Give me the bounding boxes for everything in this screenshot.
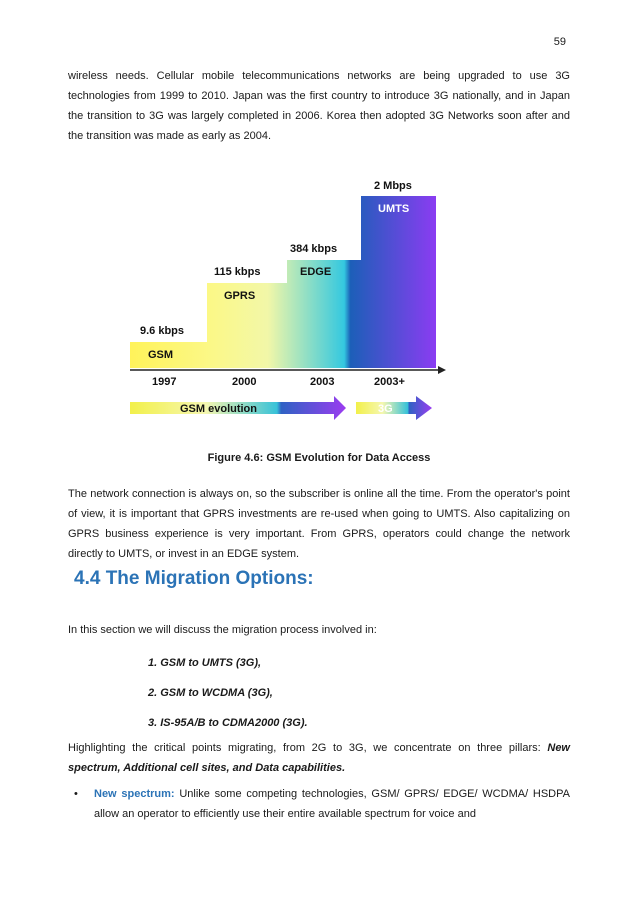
step-label-umts: UMTS xyxy=(378,203,410,215)
bullet-title: New spectrum: xyxy=(94,788,175,800)
pillars-emphasis: New spectrum, Additional cell sites, and Data capabilities xyxy=(68,742,570,774)
g3-arrow xyxy=(356,396,432,420)
bullet-new-spectrum xyxy=(74,784,570,824)
bullet-text: Unlike some competing technologies, GSM/ GPRS/ EDGE/ WCDMA/ HSDPA allow an operator to efficiently use their entire available spectrum for voice and xyxy=(94,788,570,820)
g3-arrow-label: 3G xyxy=(378,403,393,415)
year-label-1997: 1997 xyxy=(152,376,177,388)
migration-item: 3. IS-95A/B to CDMA2000 (3G). xyxy=(148,717,308,729)
step-label-edge: EDGE xyxy=(300,266,332,278)
paragraph-intro: wireless needs. Cellular mobile telecommunications networks are being upgraded to use 3G technologies from 1999 to 2010. Japan was the first country to introduce 3G nationally, and in Japan the transition to 3G was largely completed in 2006. Korea then adopted 3G Networks soon after and the transition was made as early as 2004. xyxy=(68,70,570,142)
evolution-arrow-label: GSM evolution xyxy=(180,403,257,415)
figure-caption: Figure 4.6: GSM Evolution for Data Access xyxy=(207,452,431,464)
step-rate-umts: 2 Mbps xyxy=(374,180,412,192)
paragraph-pillars xyxy=(68,738,570,778)
pillars-lead-text: Highlighting the critical points migrating, from 2G to 3G, we concentrate on three pillars: xyxy=(68,742,541,754)
pillars-end: . xyxy=(342,762,346,774)
step-label-gprs: GPRS xyxy=(224,290,256,302)
section-heading: 4.4 The Migration Options: xyxy=(74,568,314,589)
step-rate-gprs: 115 kbps xyxy=(214,266,261,278)
migration-item: 1. GSM to UMTS (3G), xyxy=(148,657,262,669)
paragraph-network-connection: The network connection is always on, so the subscriber is online all the time. From the operator's point of view, it is important that GPRS investments are re-used when going to UMTS. Also capitalizing on GPRS business experience is very important. From GPRS, operators could change the network directly to UMTS, or invest in an EDGE system. xyxy=(68,488,570,560)
migration-list xyxy=(148,648,308,738)
page-number: 59 xyxy=(553,36,566,48)
step-rate-gsm: 9.6 kbps xyxy=(140,325,185,337)
time-axis-arrowhead xyxy=(438,366,446,374)
gsm-evolution-figure xyxy=(120,176,450,434)
paragraph-section-intro: In this section we will discuss the migration process involved in: xyxy=(68,624,377,636)
year-label-2000: 2000 xyxy=(232,376,257,388)
migration-item: 2. GSM to WCDMA (3G), xyxy=(148,687,273,699)
step-label-gsm: GSM xyxy=(148,349,174,361)
step-rate-edge: 384 kbps xyxy=(290,243,338,255)
year-label-2003: 2003 xyxy=(310,376,335,388)
year-label-2003-plus: 2003+ xyxy=(374,376,405,388)
bullet-dot-icon: • xyxy=(74,788,78,800)
